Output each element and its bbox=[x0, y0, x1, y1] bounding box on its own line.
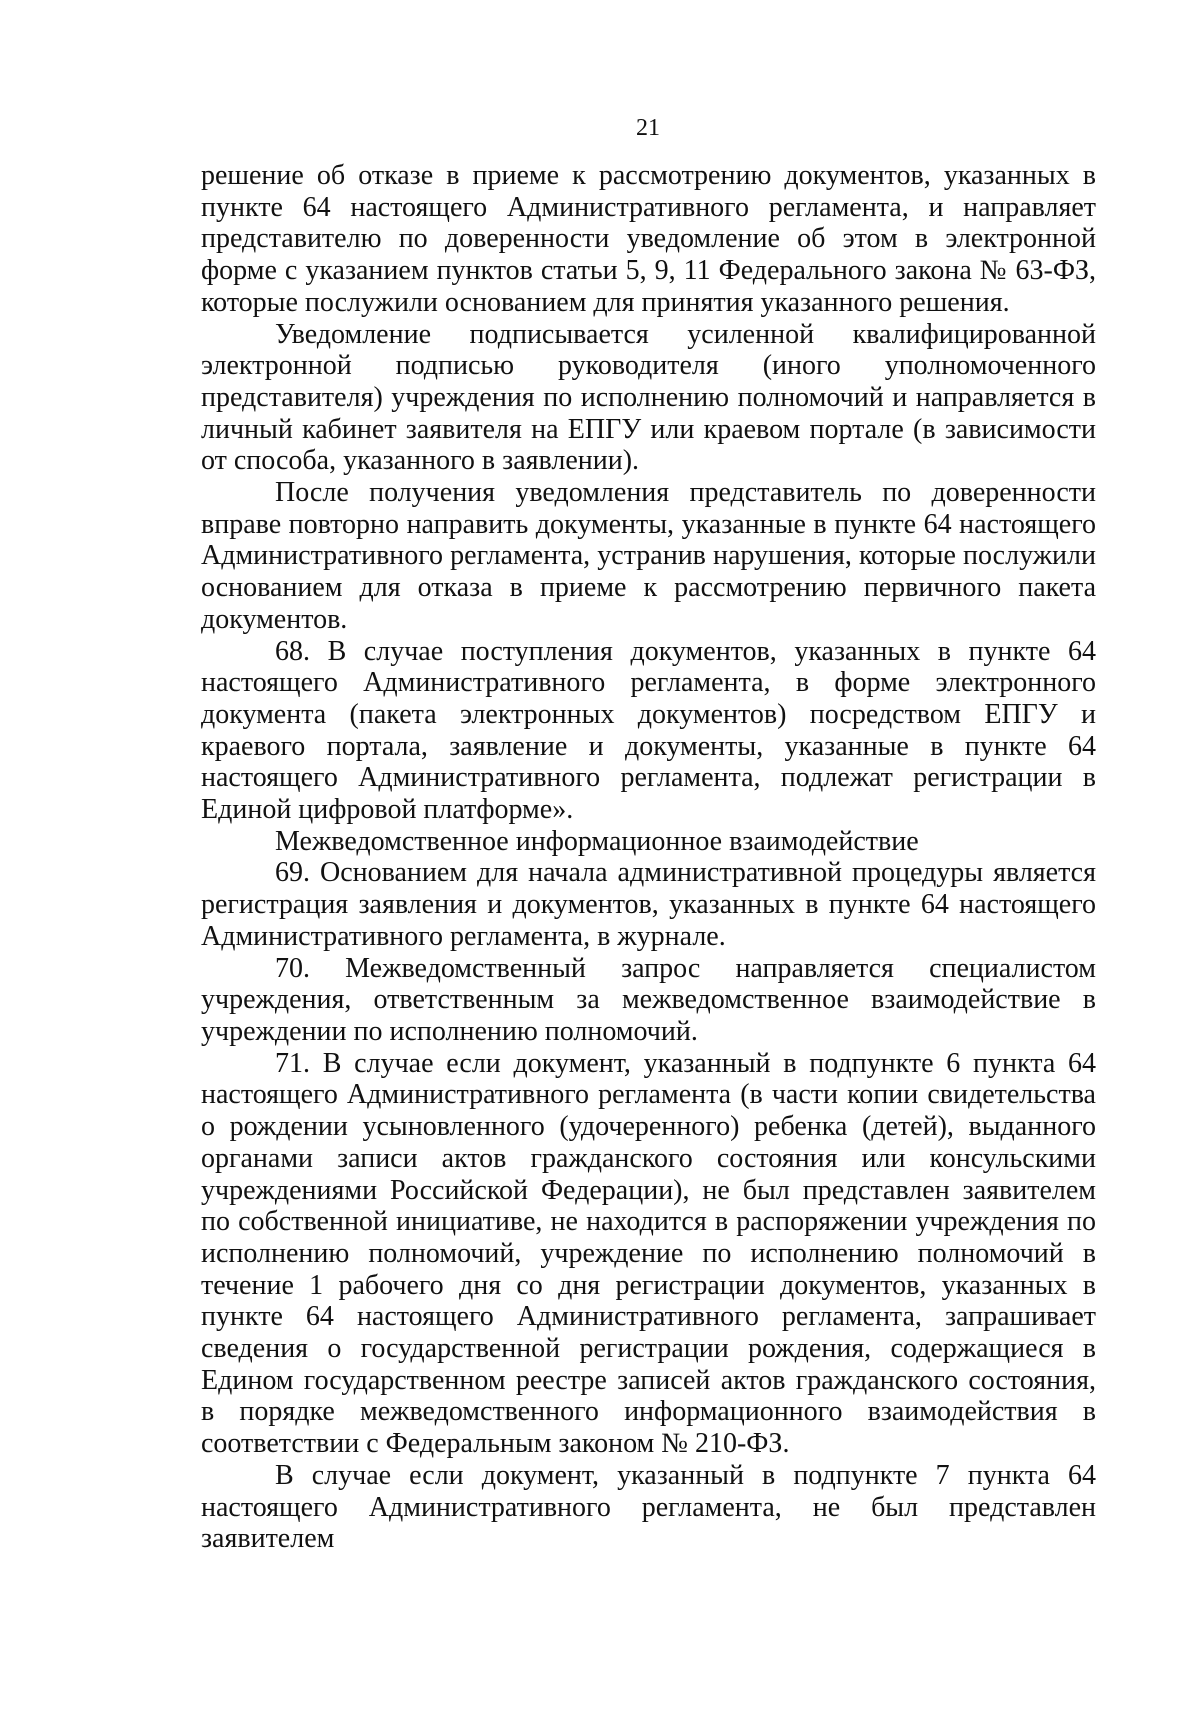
paragraph-item-68: 68. В случае поступления документов, указанных в пункте 64 настоящего Административного регламента, в форме электронного документа (пакета электронных документов) посредством ЕПГУ и краевого портала, заявление и документы, указанные в пункте 64 настоящего Административного регламента, подлежат регистрации в Единой цифровой платформе». bbox=[201, 635, 1096, 826]
paragraph-item-70: 70. Межведомственный запрос направляется специалистом учреждения, ответственным за межведомственное взаимодействие в учреждении по исполнению полномочий. bbox=[201, 952, 1096, 1047]
paragraph-notification-signature: Уведомление подписывается усиленной квалифицированной электронной подписью руководителя (иного уполномоченного представителя) учреждения по исполнению полномочий и направляется в личный кабинет заявителя на ЕПГУ или краевом портале (в зависимости от способа, указанного в заявлении). bbox=[201, 318, 1096, 477]
paragraph-item-71: 71. В случае если документ, указанный в подпункте 6 пункта 64 настоящего Административного регламента (в части копии свидетельства о рождении усыновленного (удочеренного) ребенка (детей), выданного органами записи актов гражданского состояния или консульскими учреждениями Российской Федерации), не был представлен заявителем по собственной инициативе, не находится в распоряжении учреждения по исполнению полномочий, учреждение по исполнению полномочий в течение 1 рабочего дня со дня регистрации документов, указанных в пункте 64 настоящего Административного регламента, запрашивает сведения о государственной регистрации рождения, содержащиеся в Едином государственном реестре записей актов гражданского состояния, в порядке межведомственного информационного взаимодействия в соответствии с Федеральным законом № 210-ФЗ. bbox=[201, 1047, 1096, 1460]
page-number: 21 bbox=[636, 115, 660, 141]
document-body bbox=[201, 160, 1096, 1555]
section-heading: Межведомственное информационное взаимодействие bbox=[275, 825, 919, 857]
paragraph-continuation: решение об отказе в приеме к рассмотрению документов, указанных в пункте 64 настоящего Административного регламента, и направляет представителю по доверенности уведомление об этом в электронной форме с указанием пунктов статьи 5, 9, 11 Федерального закона № 63-ФЗ, которые послужили основанием для принятия указанного решения. bbox=[201, 160, 1096, 318]
paragraph-resubmission: После получения уведомления представитель по доверенности вправе повторно направить документы, указанные в пункте 64 настоящего Административного регламента, устранив нарушения, которые послужили основанием для отказа в приеме к рассмотрению первичного пакета документов. bbox=[201, 477, 1096, 635]
paragraph-subitem-7: В случае если документ, указанный в подпункте 7 пункта 64 настоящего Административного регламента, не был представлен заявителем bbox=[201, 1459, 1096, 1555]
paragraph-item-69: 69. Основанием для начала административной процедуры является регистрация заявления и документов, указанных в пункте 64 настоящего Административного регламента, в журнале. bbox=[201, 857, 1096, 952]
